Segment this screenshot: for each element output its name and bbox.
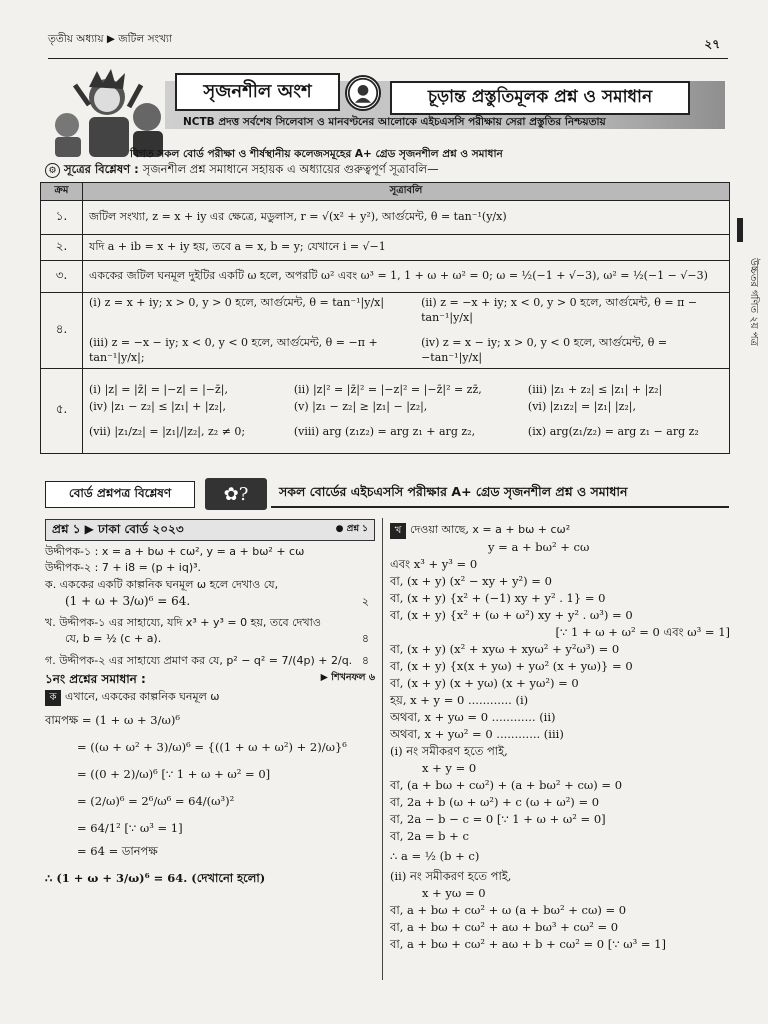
- solution-step: বা, (x + y) {x(x + yω) + yω² (x + yω)} = 0: [390, 659, 633, 674]
- formula-item: (v) |z₁ − z₂| ≥ |z₁| − |z₂|,: [293, 399, 428, 413]
- solution-step: [390, 522, 730, 539]
- solution-step: বা, 2a + b (ω + ω²) + c (ω + ω²) = 0: [390, 795, 600, 810]
- solution-step: = ((0 + 2)/ω)⁶ [∵ 1 + ω + ω² = 0]: [77, 767, 271, 782]
- table-row: [41, 293, 730, 369]
- formula-text: যদি a + ib = x + iy হয়, তবে a = x, b = y; যেখানে i = √−1: [83, 235, 730, 261]
- learning-outcome: ▶ শিখনফল ৬: [320, 672, 375, 684]
- page-number: ২৭: [704, 37, 720, 51]
- banner-title: চূড়ান্ত প্রস্তুতিমূলক প্রশ্ন ও সমাধান: [390, 81, 690, 115]
- question-header: [45, 519, 375, 541]
- solution-step: বা, a + bω + cω² + ω (a + bω² + cω) = 0: [390, 903, 627, 918]
- part-ka-equation: (1 + ω + 3/ω)⁶ = 64.: [65, 593, 191, 608]
- solution-step: বা, (x + y) (x + yω) (x + yω²) = 0: [390, 676, 579, 691]
- table-row: [41, 261, 730, 293]
- solution-step: বা, (x + y) {x² + (ω + ω²) xy + y² . ω³) = 0: [390, 608, 633, 623]
- solution-step: অথবা, x + yω = 0 ............ (ii): [390, 710, 556, 725]
- formula-section-heading: [45, 161, 725, 180]
- chapter-edge-tab: [737, 218, 743, 242]
- banner-tagline-2: বিগত সকল বোর্ড পরীক্ষা ও শীর্ষস্থানীয় কলেজসমূহের A+ গ্রেড সৃজনশীল প্রশ্ন ও সমাধান: [130, 148, 503, 160]
- solution-step: = (2/ω)⁶ = 2⁶/ω⁶ = 64/(ω³)²: [77, 794, 235, 809]
- formula-item: (vi) |z₁z₂| = |z₁| |z₂|,: [527, 399, 636, 413]
- part-ka-badge: ক: [45, 690, 61, 706]
- section-label-box: সৃজনশীল অংশ: [175, 73, 340, 111]
- thinking-head-icon: [345, 75, 381, 111]
- row-number: ৩.: [41, 261, 83, 293]
- part-ga-row: [45, 653, 375, 669]
- solution-step: বামপক্ষ = (1 + ω + 3/ω)⁶: [45, 713, 180, 728]
- banner-tagline-1: NCTB প্রদত্ত সর্বশেষ সিলেবাস ও মানবণ্টনের আলোকে এইচএসসি পরীক্ষায় সেরা প্রস্তুতির নিশ্চয়তায়: [183, 116, 606, 128]
- left-column: [45, 519, 375, 887]
- formula-item: (ii) z = −x + iy; x < 0, y > 0 হলে, আর্গুমেন্ট, θ = π − tan⁻¹|y/x|: [421, 296, 698, 324]
- solution-step: বা, 2a = b + c: [390, 829, 469, 844]
- formula-text: জটিল সংখ্যা, z = x + iy এর ক্ষেত্রে, মডুলাস, r = √(x² + y²), আর্গুমেন্ট, θ = tan⁻¹(y/x): [83, 201, 730, 235]
- formula-cell: [83, 293, 730, 369]
- cartoon-students-illustration: [45, 65, 175, 157]
- stimulus-2: উদ্দীপক-২ : 7 + i8 = (p + iq)³.: [45, 561, 202, 575]
- formula-item: (viii) arg (z₁z₂) = arg z₁ + arg z₂,: [293, 424, 476, 438]
- solution-step: অথবা, x + yω² = 0 ............ (iii): [390, 727, 564, 742]
- board-section-label: বোর্ড প্রশ্নপত্র বিশ্লেষণ: [45, 481, 195, 508]
- solution-conclusion: ∴ (1 + ω + 3/ω)⁶ = 64. (দেখানো হলো): [45, 871, 266, 886]
- formula-heading-subtitle: সৃজনশীল প্রশ্ন সমাধানে সহায়ক এ অধ্যায়ের গুরুত্বপূর্ণ সূত্রাবলি—: [142, 162, 439, 176]
- solution-step: বা, (x + y) (x² − xy + y²) = 0: [390, 574, 552, 589]
- row-number: ২.: [41, 235, 83, 261]
- formula-table: [40, 182, 730, 454]
- solution-step: বা, (a + bω + cω²) + (a + bω² + cω) = 0: [390, 778, 623, 793]
- formula-cell: [83, 369, 730, 454]
- solution-step: ∴ a = ½ (b + c): [390, 849, 480, 864]
- formula-text: এককের জটিল ঘনমূল দুইটির একটি ω হলে, অপরটি ω² এবং ω³ = 1, 1 + ω + ω² = 0; ω = ½(−1 + √−3), ω² = ½(−1 − √−3): [83, 261, 730, 293]
- running-head: তৃতীয় অধ্যায় ▶ জটিল সংখ্যা: [48, 33, 173, 45]
- solution-step: হয়, x + y = 0 ............ (i): [390, 693, 529, 708]
- solution-step: = 64/1² [∵ ω³ = 1]: [77, 821, 183, 836]
- gear-icon: ⚙: [45, 163, 60, 178]
- solution-step: বা, (x + y) {x² + (−1) xy + y² . 1} = 0: [390, 591, 606, 606]
- chapter-banner: [45, 65, 725, 160]
- solution-step: x + yω = 0: [422, 886, 486, 901]
- table-row: [41, 369, 730, 454]
- edge-label: উচ্চতর গণিত ২য় পত্র: [748, 258, 759, 346]
- row-number: ৫.: [41, 369, 83, 454]
- formula-item: (i) |z| = |z̄| = |−z| = |−z̄|,: [89, 383, 228, 397]
- solution-step: = 64 = ডানপক্ষ: [77, 844, 158, 859]
- solution-step: (ii) নং সমীকরণ হতে পাই,: [390, 869, 512, 884]
- part-ka-text: ক. এককের একটি কাল্পনিক ঘনমূল ω হলে দেখাও যে,: [45, 577, 279, 591]
- column-header-formulas: সূত্রাবলি: [83, 183, 730, 201]
- solution-step: বা, 2a − b − c = 0 [∵ 1 + ω + ω² = 0]: [390, 812, 606, 827]
- part-kha-marks: ৪: [361, 631, 369, 645]
- formula-item: (iii) |z₁ + z₂| ≤ |z₁| + |z₂|: [527, 383, 663, 397]
- board-section-title: সকল বোর্ডের এইচএসসি পরীক্ষার A+ গ্রেড সৃজনশীল প্রশ্ন ও সমাধান: [271, 484, 729, 508]
- solution-step: = ((ω + ω² + 3)/ω)⁶ = {((1 + ω + ω²) + 2)/ω}⁶: [77, 740, 347, 755]
- part-kha-badge: খ: [390, 523, 406, 539]
- row-number: ৪.: [41, 293, 83, 369]
- formula-item: (ii) |z|² = |z̄|² = |−z|² = |−z̄|² = zz̄,: [293, 383, 482, 397]
- formula-item: (iii) z = −x − iy; x < 0, y < 0 হলে, আর্গুমেন্ট, θ = −π + tan⁻¹|y/x|;: [89, 335, 378, 364]
- formula-heading-title: সূত্রের বিশ্লেষণ :: [64, 162, 139, 176]
- solution-step: এবং x³ + y³ = 0: [390, 557, 478, 572]
- table-row: [41, 235, 730, 261]
- part-kha-text: খ. উদ্দীপক-১ এর সাহায্যে, যদি x³ + y³ = 0 হয়, তবে দেখাও: [45, 615, 321, 629]
- question-mark-icon: ✿?: [205, 478, 267, 510]
- question-tag: ● প্রশ্ন ১: [335, 524, 368, 535]
- stimulus-1: উদ্দীপক-১ : x = a + bω + cω², y = a + bω² + cω: [45, 545, 305, 558]
- part-ka-equation-row: [45, 593, 375, 611]
- table-row: [41, 201, 730, 235]
- given-line-1: দেওয়া আছে, x = a + bω + cω²: [410, 523, 571, 536]
- question-title: প্রশ্ন ১ ▶ ঢাকা বোর্ড ২০২৩: [52, 522, 184, 537]
- solution-note: [∵ 1 + ω + ω² = 0 এবং ω³ = 1]: [555, 625, 730, 640]
- board-section-header: [45, 478, 730, 514]
- solution-heading: [45, 671, 375, 689]
- solution-intro-text: এখানে, এককের কাল্পনিক ঘনমূল ω: [65, 690, 220, 704]
- right-column: [390, 522, 730, 953]
- formula-item: (iv) z = x − iy; x > 0, y < 0 হলে, আর্গুমেন্ট, θ = −tan⁻¹|y/x|: [421, 335, 668, 364]
- column-header-serial: ক্রম: [41, 183, 83, 201]
- part-kha-equation-row: [45, 631, 375, 647]
- header-rule: [48, 58, 728, 59]
- solution-step: বা, (x + y) (x² + xyω + xyω² + y²ω³) = 0: [390, 642, 620, 657]
- part-ga-marks: ৪: [361, 654, 369, 668]
- formula-item: (ix) arg(z₁/z₂) = arg z₁ − arg z₂: [527, 424, 699, 438]
- solution-step: x + y = 0: [422, 761, 477, 776]
- row-number: ১.: [41, 201, 83, 235]
- column-divider: [382, 518, 383, 980]
- solution-ka-intro: [45, 689, 375, 706]
- solution-step: y = a + bω² + cω: [488, 540, 590, 554]
- solution-step: বা, a + bω + cω² + aω + b + cω² = 0 [∵ ω³ = 1]: [390, 937, 666, 952]
- formula-item: (vii) |z₁/z₂| = |z₁|/|z₂|, z₂ ≠ 0;: [89, 424, 246, 438]
- solution-step: বা, a + bω + cω² + aω + bω³ + cω² = 0: [390, 920, 619, 935]
- part-kha-equation: যে, b = ½ (c + a).: [65, 631, 162, 645]
- solution-step: (i) নং সমীকরণ হতে পাই,: [390, 744, 508, 759]
- formula-item: (i) z = x + iy; x > 0, y > 0 হলে, আর্গুমেন্ট, θ = tan⁻¹|y/x|: [89, 296, 385, 309]
- part-ka-marks: ২: [361, 594, 369, 608]
- formula-item: (iv) |z₁ − z₂| ≤ |z₁| + |z₂|,: [89, 399, 226, 413]
- solution-title: ১নং প্রশ্নের সমাধান :: [45, 672, 146, 687]
- part-ga-text: গ. উদ্দীপক-২ এর সাহায্যে প্রমাণ কর যে, p² − q² = 7/(4p) + 2/q.: [45, 654, 353, 668]
